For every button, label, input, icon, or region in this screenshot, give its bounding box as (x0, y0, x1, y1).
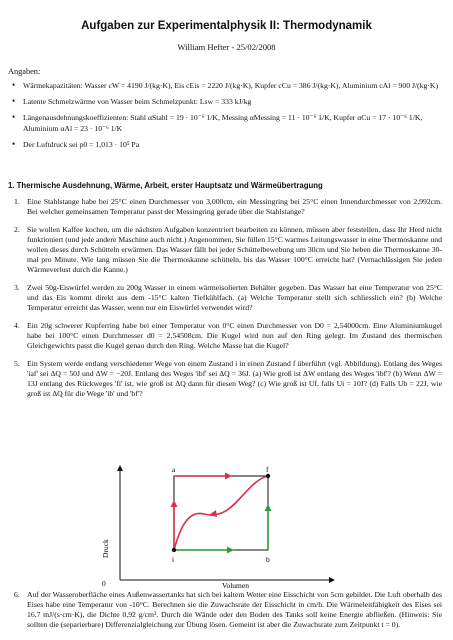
problem-text: Auf der Wasseroberfläche eines Außenwassertanks hat sich bei kaltem Wetter eine Eisschicht von 5cm gebildet. Die Luft oberhalb des Eises habe eine Temperatur von -10°C. Berechnen sie die Zuwachsrate der Eisschicht in cm/h. Die Wärmeleitfähigkeit des Eises sei 16,7 mJ/(s·cm·K), die Dichte 0,92 g/cm³. Durch die Wände oder den Boden des Tanks soll keine Energie abfließen. (Hinweis: Sie sollten die (separierbare) Differenzialgleichung zur Übung lösen. Gemeint ist aber die Zuwachsrate zum Zeitpunkt t = 0). (27, 590, 442, 629)
y-axis-label: Druck (101, 539, 110, 558)
problem-number: 5. (14, 359, 20, 368)
given-item-heat-capacities: • Wärmekapazitäten: Wasser cW = 4190 J/(kg·K), Eis cEis = 2220 J/(kg·K), Kupfer cCu = 386 J/(kg·K), Aluminium cAl = 900 J/(kg·K) (12, 80, 442, 91)
given-item-expansion-coefficients: • Längenausdehnungskoeffizienten: Stahl αStahl = 19 · 10⁻⁶ 1/K, Messing αMessing = 11 · 10⁻⁶ 1/K, Kupfer αCu = 17 · 10⁻⁶ 1/K, Aluminium αAl = 23 · 10⁻⁶ 1/K (12, 112, 442, 134)
problem-item (10, 590, 442, 630)
problem-text: Ein System werde entlang verschiedener Wege von einem Zustand i in einen Zustand f überführt (vgl. Abbildung). Entlang des Weges 'iaf' sei ΔQ = 50J und ΔW = −20J. Entlang des Weges 'ibf' sei ΔQ = 36J. (a) Wie groß ist ΔW entlang des Weges 'ibf'? (b) Wenn ΔW = 13J entlang des Rückweges 'fi' ist, wie groß ist ΔQ dann für diesen Weg? (c) Wie groß ist Uf, falls Ui = 10J? (d) Falls Ub = 22J, wie groß ist ΔQ für die Wege 'ib' und 'bf'? (27, 359, 442, 398)
problem-item (10, 225, 442, 275)
state-point-i (172, 548, 176, 552)
page-title: Aufgaben zur Experimentalphysik II: Thermodynamik (81, 20, 372, 32)
problem-item (10, 283, 442, 313)
problem-number: 4. (14, 321, 20, 330)
problem-number: 2. (14, 225, 20, 234)
problem-item (10, 321, 442, 351)
author-line: William Hefter - 25/02/2008 (177, 42, 276, 52)
problem-number: 3. (14, 283, 20, 292)
given-item-latent-heat: • Latente Schmelzwärme von Wasser beim Schmelzpunkt: Lsw = 333 kJ/kg (12, 96, 442, 107)
label-a: a (172, 465, 176, 474)
label-i: i (172, 555, 175, 564)
problem-text: Eine Stahlstange habe bei 25°C einen Durchmesser von 3,000cm, ein Messingring bei 25°C einen Innendurchmesser von 2,992cm. Bei welcher gemeinsamen Temperatur passt der Messingring gerade über die Stahlstange? (27, 197, 442, 216)
state-point-f (266, 474, 270, 478)
x-axis-label: Volumen (222, 581, 249, 588)
path-fi-arrowhead (209, 510, 217, 517)
problem-text: Sie wollen Kaffee kochen, um die nächsten Aufgaben konzentriert bearbeiten zu können, müssen aber feststellen, dass Ihr Herd nicht funktioniert (und jede andere Maschine auch nicht.) Angenommen, Sie füllen 15°C warmes Leitungswasser in eine Thermoskanne und wollen dieses durch Schütteln erwärmen. Das Wasser fällt bei jeder Schüttelbewebung um 30cm und Sie heben die Thermoskanne 30-mal pro Minute. Wie lang müssen Sie die Thermoskanne schütteln, bis das Wasser 100°C erreicht hat? (Vernachlässigen Sie jeden Wärmeverlust durch die Kanne.) (27, 225, 442, 274)
problem-text: Ein 20g schwerer Kupferring habe bei einer Temperatur von 0°C einen Durchmesser von D0 = 2,54000cm. Eine Aluminiumkugel habe bei 100°C einen Durchmesser d0 = 2,54508cm. Die Kugel wird nun auf den Ring gelegt. Im Zustand des thermischen Gleichgewichts passt die Kugel genau durch den Ring. Welche Masse hat die Kugel? (27, 321, 442, 350)
problem-item (10, 359, 442, 399)
problem-item (10, 197, 442, 217)
label-f: f (266, 465, 269, 474)
path-fi-curve (174, 476, 268, 550)
origin-label: 0 (102, 579, 106, 588)
pv-diagram (84, 462, 344, 588)
label-b: b (266, 555, 270, 564)
problem-number: 6. (14, 590, 20, 599)
given-list (12, 80, 442, 155)
problem-list-continued (10, 590, 442, 630)
problem-list (10, 197, 442, 399)
given-label: Angaben: (8, 67, 41, 76)
given-item-air-pressure: • Der Luftdruck sei p0 = 1,013 · 10⁵ Pa (12, 139, 442, 150)
problem-text: Zwei 50g-Eiswürfel werden zu 200g Wasser in einem wärmeisolierten Behälter gegeben. Das Wasser hat eine Temperatur von 25°C und das Eis kommt direkt aus dem -15°C kalten Tiefkühlfach. (a) Welche Temperatur stellt sich schliesslich ein? (b) Welche Temperatur erreicht das Wasser, wenn nur ein Eiswürfel verwendet wird? (27, 283, 442, 312)
problem-number: 1. (14, 197, 20, 206)
section-title: 1. Thermische Ausdehnung, Wärme, Arbeit, erster Hauptsatz und Wärmeübertragung (8, 181, 323, 190)
